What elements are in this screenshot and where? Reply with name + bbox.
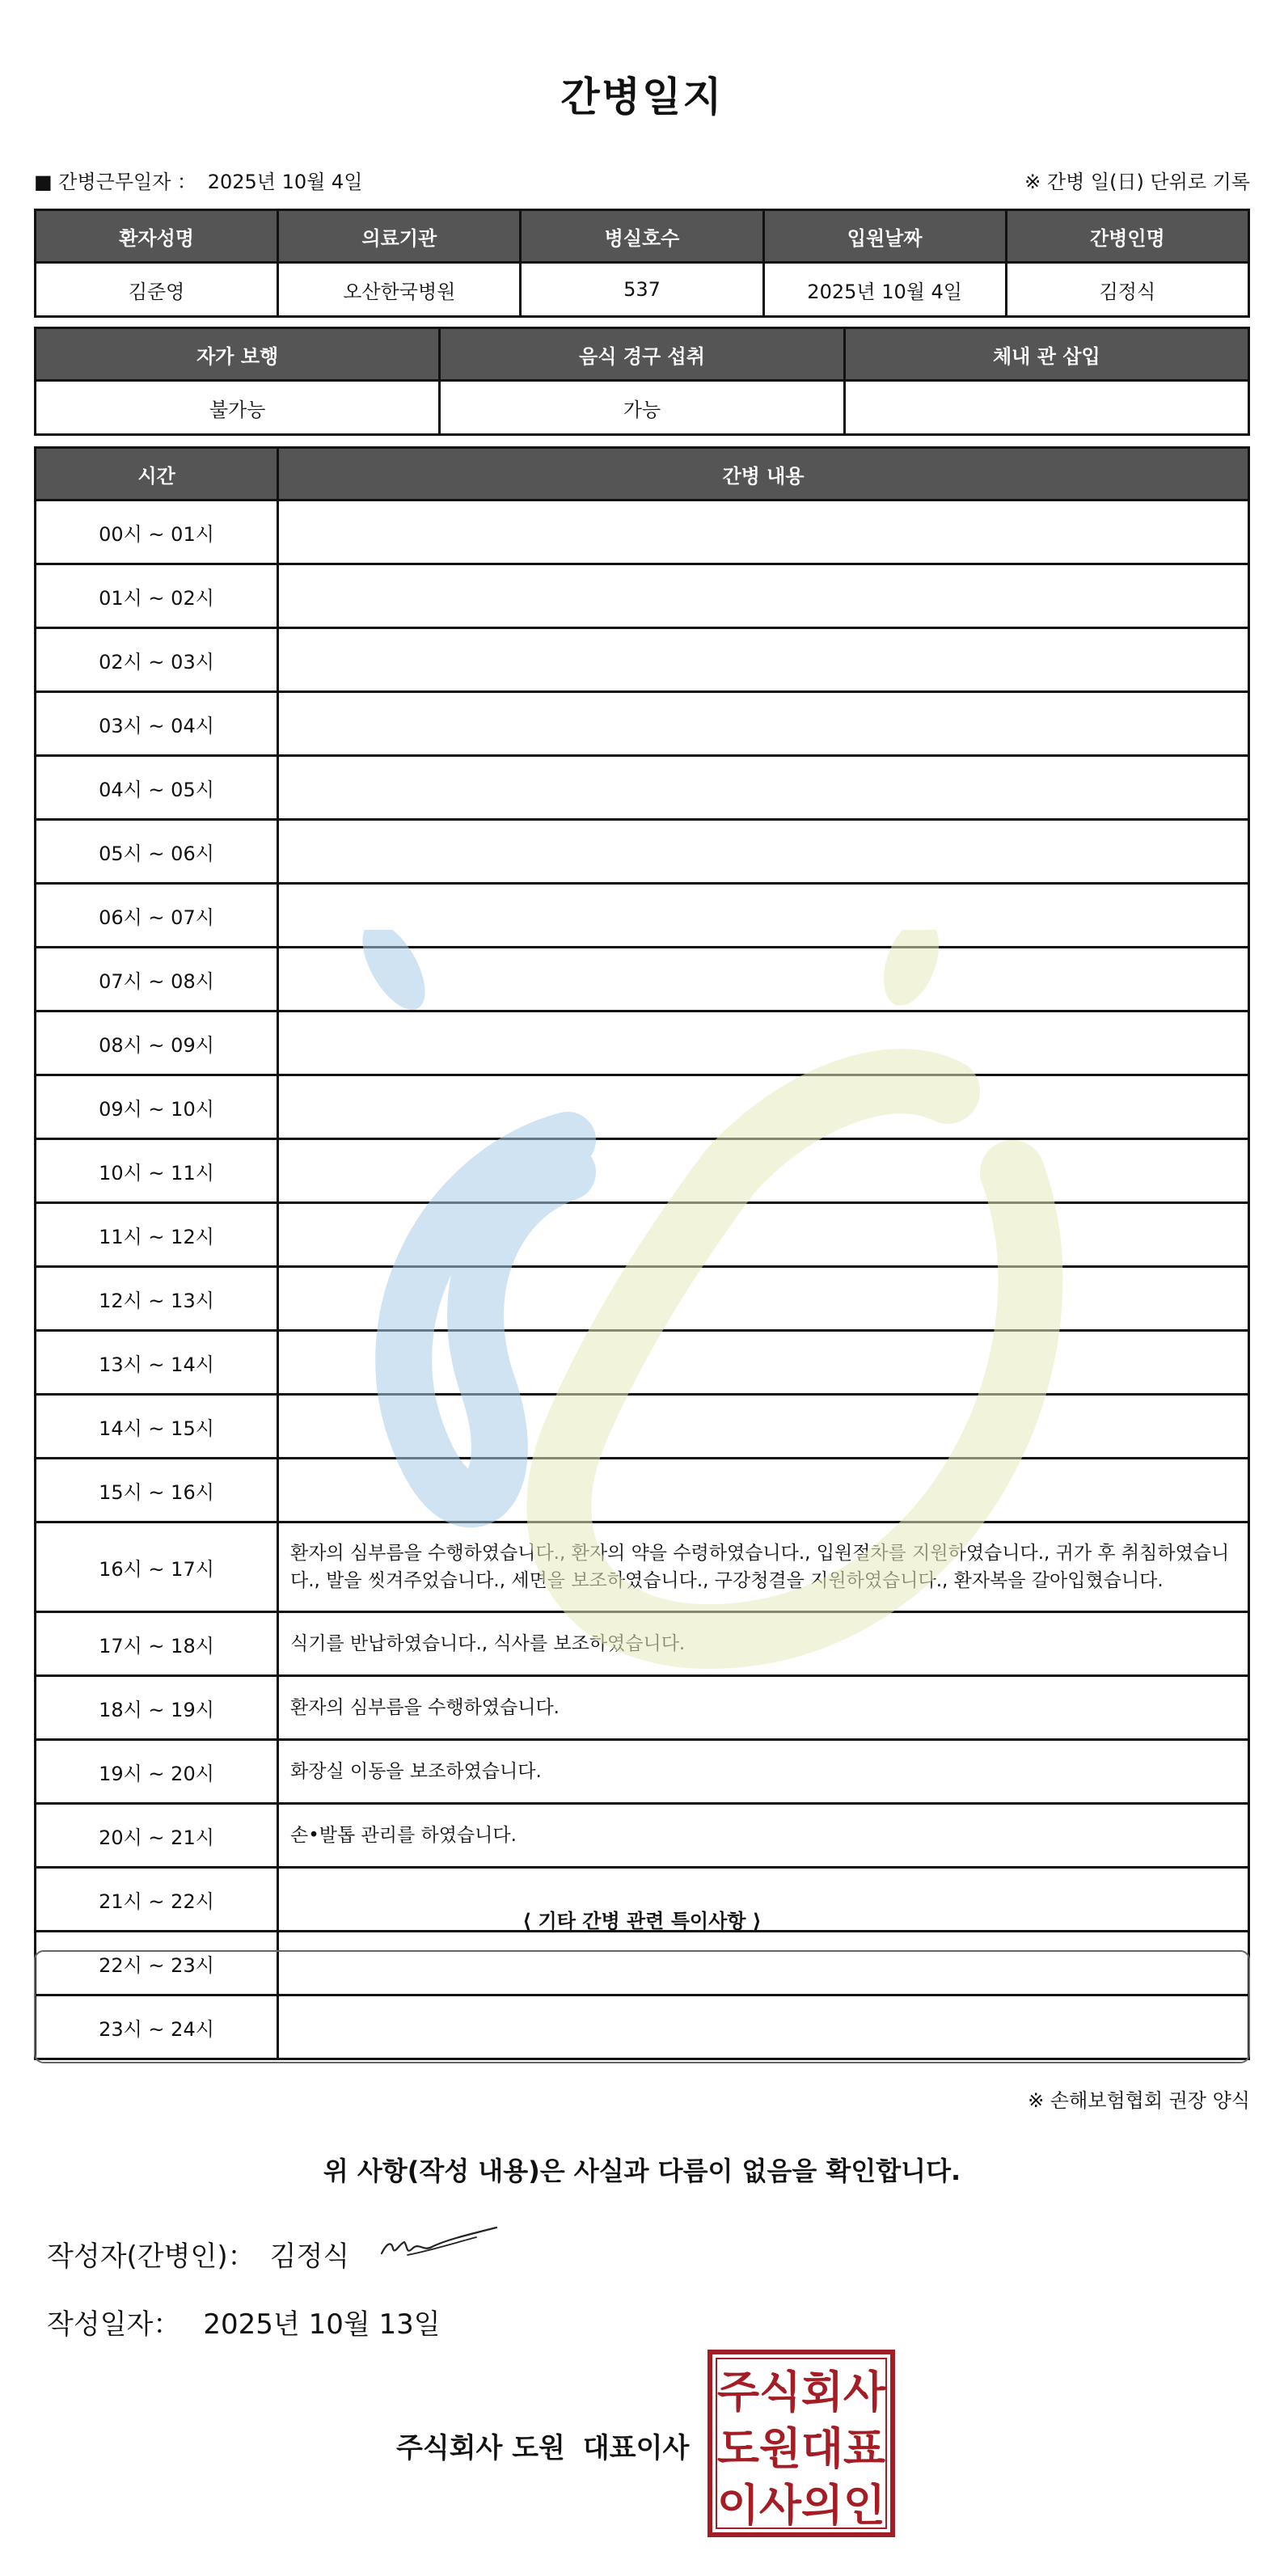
remarks-title: ⟨ 기타 간병 관련 특이사항 ⟩ — [522, 1910, 762, 1932]
seal-character: 이 — [716, 2480, 760, 2531]
log-time: 03시 ~ 04시 — [36, 692, 278, 756]
seal-character: 의 — [800, 2480, 844, 2531]
log-row — [36, 1459, 1249, 1522]
log-content — [278, 1395, 1249, 1459]
oral-intake-value: 가능 — [440, 381, 844, 435]
written-date-row — [47, 2301, 441, 2342]
hospital-name: 오산한국병원 — [278, 263, 521, 317]
log-row — [36, 500, 1249, 564]
log-time: 18시 ~ 19시 — [36, 1676, 278, 1740]
log-time: 05시 ~ 06시 — [36, 820, 278, 884]
seal-character: 식 — [758, 2367, 802, 2418]
log-row — [36, 1395, 1249, 1459]
log-time: 20시 ~ 21시 — [36, 1804, 278, 1868]
log-content — [278, 948, 1249, 1011]
meta-row — [34, 163, 1250, 196]
seal-character: 인 — [843, 2480, 886, 2531]
unit-note: ※ 간병 일(日) 단위로 기록 — [1024, 170, 1250, 193]
log-row — [36, 1804, 1249, 1868]
log-row — [36, 628, 1249, 692]
seal-character: 도 — [716, 2423, 760, 2474]
header-patient-name: 환자성명 — [36, 210, 278, 263]
seal-character: 회 — [800, 2367, 844, 2418]
log-row — [36, 1522, 1249, 1612]
confirm-statement: 위 사항(작성 내용)은 사실과 다름이 없음을 확인합니다. — [323, 2156, 961, 2186]
header-tube-insertion: 체내 관 삽입 — [844, 328, 1248, 381]
handwritten-signature-icon — [375, 2219, 505, 2268]
log-content: 화장실 이동을 보조하였습니다. — [278, 1740, 1249, 1804]
log-content — [278, 1203, 1249, 1267]
log-content — [278, 1459, 1249, 1522]
log-row — [36, 1011, 1249, 1075]
log-time: 01시 ~ 02시 — [36, 564, 278, 628]
seal-character: 원 — [758, 2423, 802, 2474]
company-seal-stamp-icon — [707, 2349, 896, 2538]
log-row — [36, 564, 1249, 628]
writer-row — [47, 2233, 349, 2274]
header-caregiver: 간병인명 — [1006, 210, 1248, 263]
log-content — [278, 820, 1249, 884]
log-content: 환자의 심부름을 수행하였습니다., 환자의 약을 수령하였습니다., 입원절차를 지원하였습니다., 귀가 후 취침하였습니다., 발을 씻겨주었습니다., 세면을 보조하였습니다., 구강청결을 지원하였습니다., 환자복을 갈아입혔습니다. — [278, 1522, 1249, 1612]
log-row — [36, 1676, 1249, 1740]
page-title: 간병일지 — [560, 74, 724, 120]
log-content: 식기를 반납하였습니다., 식사를 보조하였습니다. — [278, 1612, 1249, 1676]
log-content — [278, 500, 1249, 564]
log-time: 09시 ~ 10시 — [36, 1075, 278, 1139]
log-content — [278, 1075, 1249, 1139]
log-content — [278, 564, 1249, 628]
seal-character: 표 — [843, 2423, 886, 2474]
header-room: 병실호수 — [521, 210, 763, 263]
log-row — [36, 692, 1249, 756]
log-content — [278, 1267, 1249, 1331]
tube-insertion-value — [844, 381, 1248, 435]
log-time: 02시 ~ 03시 — [36, 628, 278, 692]
log-row — [36, 884, 1249, 948]
log-content — [278, 756, 1249, 820]
log-time: 12시 ~ 13시 — [36, 1267, 278, 1331]
log-time: 23시 ~ 24시 — [36, 1995, 278, 2059]
written-date-label: 작성일자： — [47, 2308, 181, 2341]
log-time: 00시 ~ 01시 — [36, 500, 278, 564]
patient-info-table — [34, 209, 1250, 318]
log-row — [36, 1267, 1249, 1331]
seal-character: 주 — [716, 2367, 760, 2418]
log-row — [36, 1075, 1249, 1139]
log-content — [278, 884, 1249, 948]
seal-character: 사 — [843, 2367, 886, 2418]
patient-ability-table — [34, 327, 1250, 436]
writer-label: 작성자(간병인)： — [47, 2240, 256, 2273]
log-time: 07시 ~ 08시 — [36, 948, 278, 1011]
work-date — [34, 166, 367, 194]
log-time: 14시 ~ 15시 — [36, 1395, 278, 1459]
log-time: 16시 ~ 17시 — [36, 1522, 278, 1612]
header-hospital: 의료기관 — [278, 210, 521, 263]
seal-character: 사 — [758, 2480, 802, 2531]
log-time: 13시 ~ 14시 — [36, 1331, 278, 1395]
hourly-care-log-table — [34, 446, 1250, 2060]
log-row — [36, 1740, 1249, 1804]
log-content: 환자의 심부름을 수행하였습니다. — [278, 1676, 1249, 1740]
log-row — [36, 1612, 1249, 1676]
log-body — [36, 500, 1249, 2059]
log-row — [36, 1139, 1249, 1203]
log-time: 04시 ~ 05시 — [36, 756, 278, 820]
log-content — [278, 692, 1249, 756]
self-walk-value: 불가능 — [36, 381, 440, 435]
log-content — [278, 628, 1249, 692]
header-admission-date: 입원날짜 — [763, 210, 1006, 263]
work-date-value: 2025년 10월 4일 — [207, 170, 363, 193]
header-oral-intake: 음식 경구 섭취 — [440, 328, 844, 381]
log-time: 15시 ~ 16시 — [36, 1459, 278, 1522]
log-content — [278, 1011, 1249, 1075]
log-content: 손•발톱 관리를 하였습니다. — [278, 1804, 1249, 1868]
log-row — [36, 756, 1249, 820]
work-date-label: ■ 간병근무일자 ： — [34, 170, 197, 193]
written-date-value: 2025년 10월 13일 — [203, 2308, 441, 2341]
log-time: 06시 ~ 07시 — [36, 884, 278, 948]
company-name: 주식회사 도원 — [396, 2432, 565, 2464]
patient-name: 김준영 — [36, 263, 278, 317]
writer-name: 김정식 — [269, 2240, 350, 2273]
log-content — [278, 1331, 1249, 1395]
log-time: 10시 ~ 11시 — [36, 1139, 278, 1203]
form-note: ※ 손해보험협회 권장 양식 — [1028, 2089, 1250, 2112]
seal-character: 대 — [800, 2423, 844, 2474]
log-time: 21시 ~ 22시 — [36, 1868, 278, 1932]
log-time: 08시 ~ 09시 — [36, 1011, 278, 1075]
log-row — [36, 948, 1249, 1011]
log-time: 11시 ~ 12시 — [36, 1203, 278, 1267]
header-self-walk: 자가 보행 — [36, 328, 440, 381]
admission-date: 2025년 10월 4일 — [763, 263, 1006, 317]
room-number: 537 — [521, 263, 763, 317]
log-row — [36, 820, 1249, 884]
header-care-content: 간병 내용 — [278, 448, 1249, 500]
log-time: 19시 ~ 20시 — [36, 1740, 278, 1804]
log-content — [278, 1139, 1249, 1203]
caregiver-name: 김정식 — [1006, 263, 1248, 317]
remarks-box — [34, 1950, 1250, 2063]
company-title: 대표이사 — [582, 2432, 690, 2464]
header-time: 시간 — [36, 448, 278, 500]
log-time: 17시 ~ 18시 — [36, 1612, 278, 1676]
log-time: 22시 ~ 23시 — [36, 1932, 278, 1995]
company-signature-line — [396, 2426, 707, 2465]
log-row — [36, 1203, 1249, 1267]
log-row — [36, 1331, 1249, 1395]
